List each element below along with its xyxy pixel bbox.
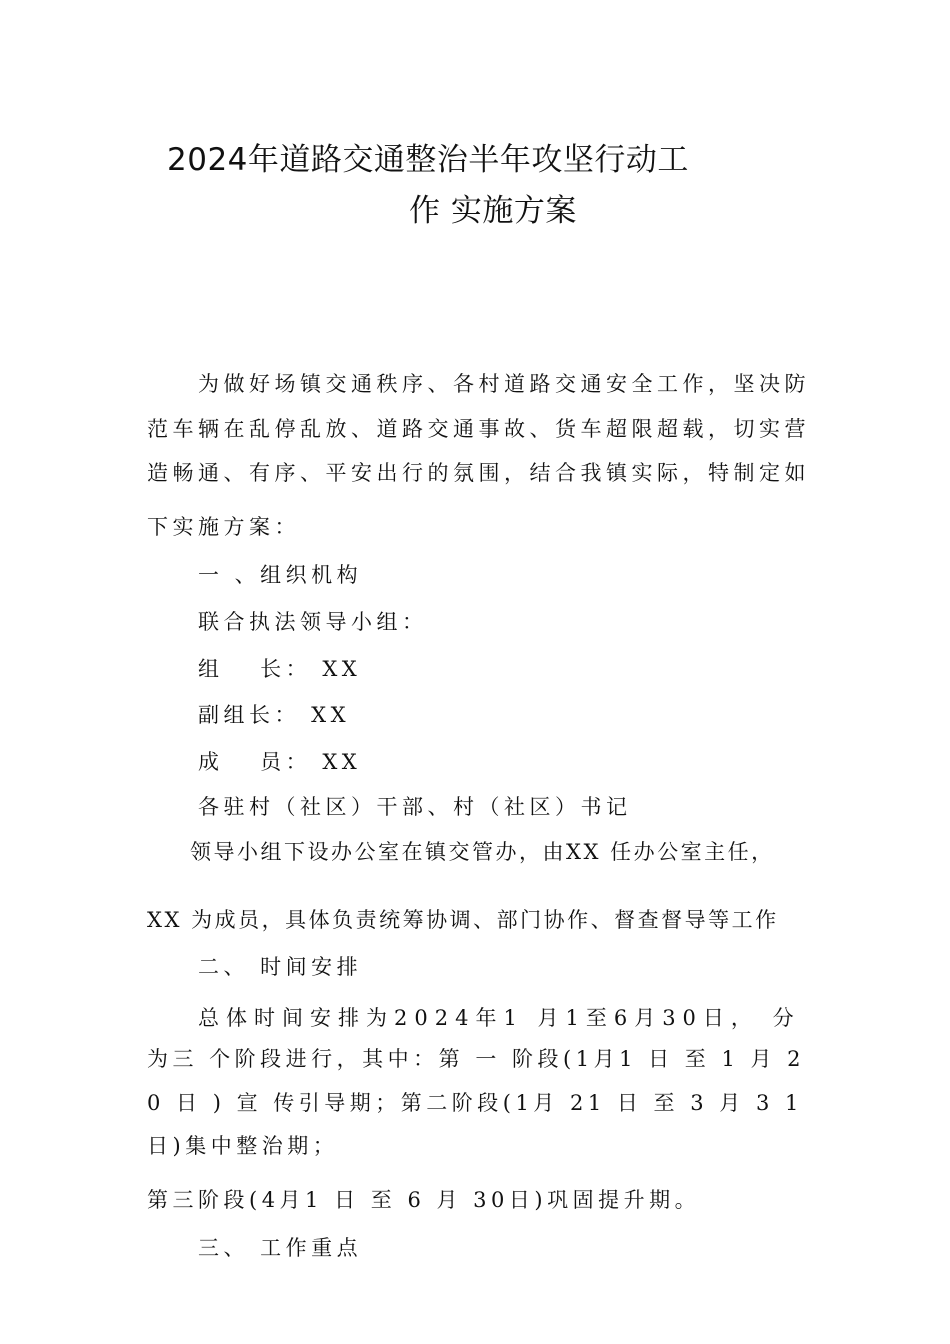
leading-group-label: 联合执法领导小组： bbox=[198, 610, 428, 634]
schedule-paragraph-line-5: 第三阶段(4月1 日 至 6 月 30日)巩固提升期。 bbox=[147, 1188, 701, 1212]
document-title-line-1: 2024年道路交通整治半年攻坚行动工 bbox=[167, 142, 689, 178]
members-line: 成 员： XX bbox=[198, 750, 362, 774]
intro-paragraph-line-4: 下实施方案： bbox=[147, 515, 300, 539]
office-paragraph-line-1: 领导小组下设办公室在镇交管办，由XX 任办公室主任， bbox=[190, 840, 775, 864]
village-cadres-line: 各驻村（社区）干部、村（社区）书记 bbox=[198, 795, 632, 819]
schedule-paragraph-line-4: 日)集中整治期； bbox=[147, 1134, 339, 1158]
office-paragraph-line-2: XX 为成员，具体负责统筹协调、部门协作、督查督导等工作 bbox=[147, 908, 779, 932]
deputy-leader-line: 副组长： XX bbox=[198, 703, 351, 727]
intro-paragraph-line-1: 为做好场镇交通秩序、各村道路交通安全工作，坚决防 bbox=[198, 372, 810, 396]
section-heading-organization: 一 、组织机构 bbox=[198, 563, 363, 587]
intro-paragraph-line-3: 造畅通、有序、平安出行的氛围，结合我镇实际，特制定如 bbox=[147, 461, 810, 485]
document-title-line-2: 作 实施方案 bbox=[409, 193, 577, 229]
schedule-paragraph-line-2: 为三 个阶段进行，其中：第 一 阶段(1月1 日 至 1 月 2 bbox=[147, 1047, 806, 1071]
section-heading-work-focus: 三、 工作重点 bbox=[198, 1236, 363, 1260]
group-leader-line: 组 长： XX bbox=[198, 657, 362, 681]
schedule-paragraph-line-1: 总体时间安排为2024年1 月1至6月30日， 分 bbox=[198, 1006, 801, 1030]
section-heading-schedule: 二、 时间安排 bbox=[198, 955, 363, 979]
schedule-paragraph-line-3: 0 日 ) 宣 传引导期；第二阶段(1月 21 日 至 3 月 3 1 bbox=[147, 1091, 803, 1115]
intro-paragraph-line-2: 范车辆在乱停乱放、道路交通事故、货车超限超载，切实营 bbox=[147, 417, 810, 441]
